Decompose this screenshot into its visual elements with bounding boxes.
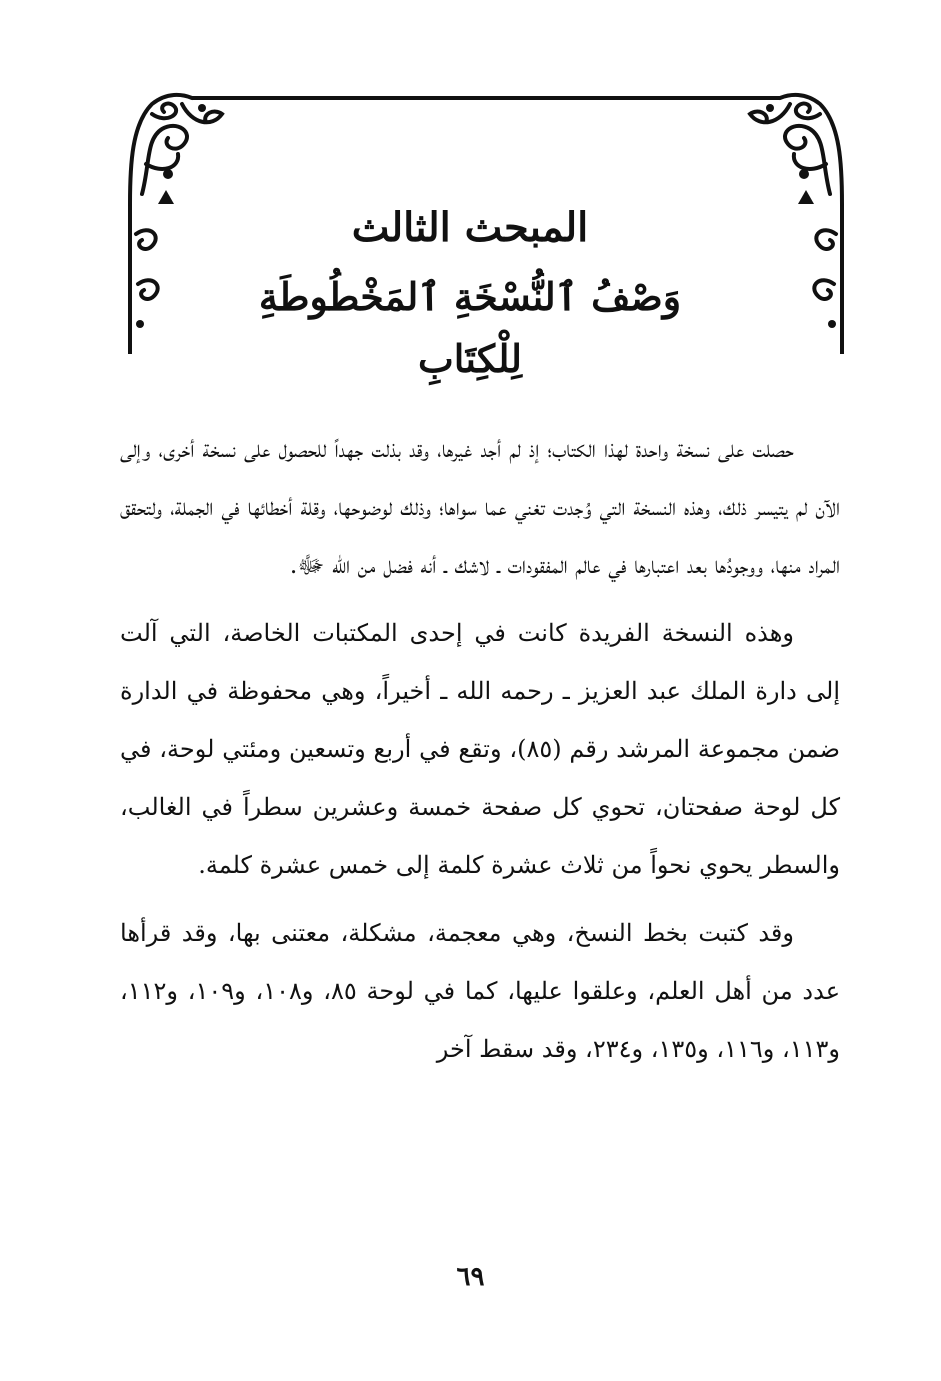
page-number: ٦٩ bbox=[456, 1262, 485, 1292]
paragraph-1: حصلت على نسخة واحدة لهذا الكتاب؛ إذ لم أجد غيرها، وقد بذلت جهداً للحصول على نسخة أخرى، وإلى الآن لم يتيسر ذلك، وهذه النسخة التي وُجدت تغني عما سواها؛ وذلك لوضوحها، وقلة أخطائها في الجملة، ولتحقق المراد منها، ووجودُها بعد اعتبارها في عالم المفقودات ـ لاشك ـ أنه فضل من الله ﷻ. bbox=[120, 435, 840, 579]
body-text bbox=[120, 420, 840, 1078]
chapter-heading bbox=[210, 200, 730, 390]
section-heading: المبحث الثالث bbox=[351, 204, 589, 251]
section-title: وَصْفُ ٱلنُّسْخَةِ ٱلمَخْطُوطَةِ لِلْكِتَابِ bbox=[258, 274, 682, 381]
paragraph-3: وقد كتبت بخط النسخ، وهي معجمة، مشكلة، معتنى بها، وقد قرأها عدد من أهل العلم، وعلقوا عليها، كما في لوحة ٨٥، و١٠٨، و١٠٩، و١١٢، و١١٣، و١١٦، و١٣٥، و٢٣٤، وقد سقط آخر bbox=[120, 919, 841, 1063]
paragraph-2: وهذه النسخة الفريدة كانت في إحدى المكتبات الخاصة، التي آلت إلى دارة الملك عبد العزيز ـ رحمه الله ـ أخيراً، وهي محفوظة في الدارة ضمن مجموعة المرشد رقم (٨٥)، وتقع في أربع وتسعين ومئتي لوحة، في كل لوحة صفحتان، تحوي كل صفحة خمسة وعشرين سطراً في الغالب، والسطر يحوي نحواً من ثلاث عشرة كلمة إلى خمس عشرة كلمة. bbox=[120, 619, 840, 879]
